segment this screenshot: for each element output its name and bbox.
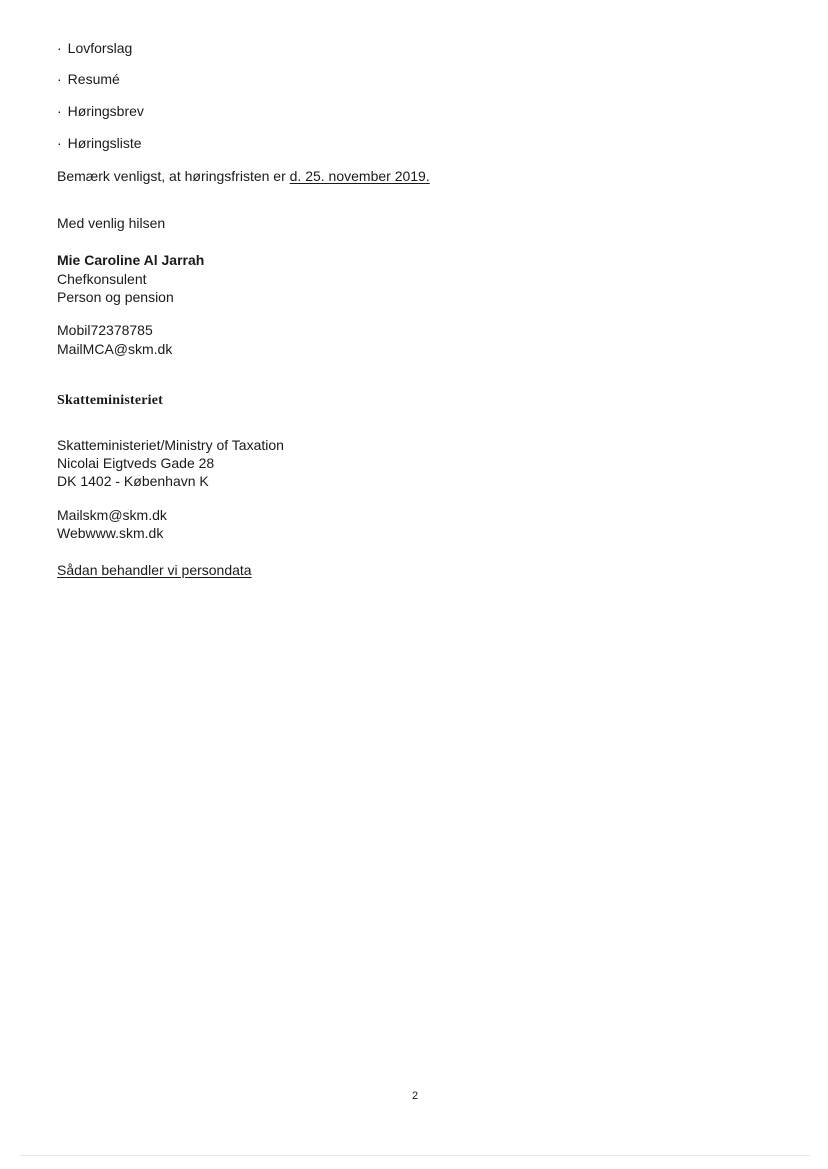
bullet: ·	[57, 135, 62, 151]
organization-mail: Mailskm@skm.dk	[57, 507, 167, 523]
sender-title: Chefkonsulent	[57, 271, 147, 287]
closing-greeting: Med venlig hilsen	[57, 215, 166, 231]
sender-name: Mie Caroline Al Jarrah	[57, 252, 205, 268]
bullet: ·	[57, 71, 62, 87]
organization-city: DK 1402 - København K	[57, 473, 209, 489]
page-number: 2	[412, 1090, 419, 1102]
organization-street: Nicolai Eigtveds Gade 28	[57, 455, 215, 471]
attachment-label: Lovforslag	[67, 40, 133, 56]
deadline-prefix: Bemærk venligst, at høringsfristen er	[57, 168, 290, 184]
attachment-item-lovforslag	[57, 39, 132, 57]
privacy-link[interactable]: Sådan behandler vi persondata	[57, 562, 252, 578]
organization-full-name: Skatteministeriet/Ministry of Taxation	[57, 437, 284, 453]
organization-logo-text: Skatteministeriet	[57, 393, 164, 408]
attachment-item-horingsliste	[57, 134, 142, 152]
attachment-label: Resumé	[67, 71, 120, 87]
bullet: ·	[57, 40, 62, 56]
sender-department: Person og pension	[57, 289, 174, 305]
attachment-item-horingsbrev	[57, 102, 144, 120]
sender-mail: MailMCA@skm.dk	[57, 341, 173, 357]
attachment-label: Høringsliste	[67, 135, 142, 151]
sender-mobile: Mobil72378785	[57, 322, 153, 338]
bullet: ·	[57, 103, 62, 119]
scan-edge-line	[20, 1155, 810, 1156]
deadline-notice	[57, 167, 430, 185]
attachment-item-resume	[57, 70, 120, 88]
attachment-label: Høringsbrev	[67, 103, 144, 119]
deadline-date: d. 25. november 2019.	[289, 168, 430, 184]
organization-web: Webwww.skm.dk	[57, 525, 164, 541]
